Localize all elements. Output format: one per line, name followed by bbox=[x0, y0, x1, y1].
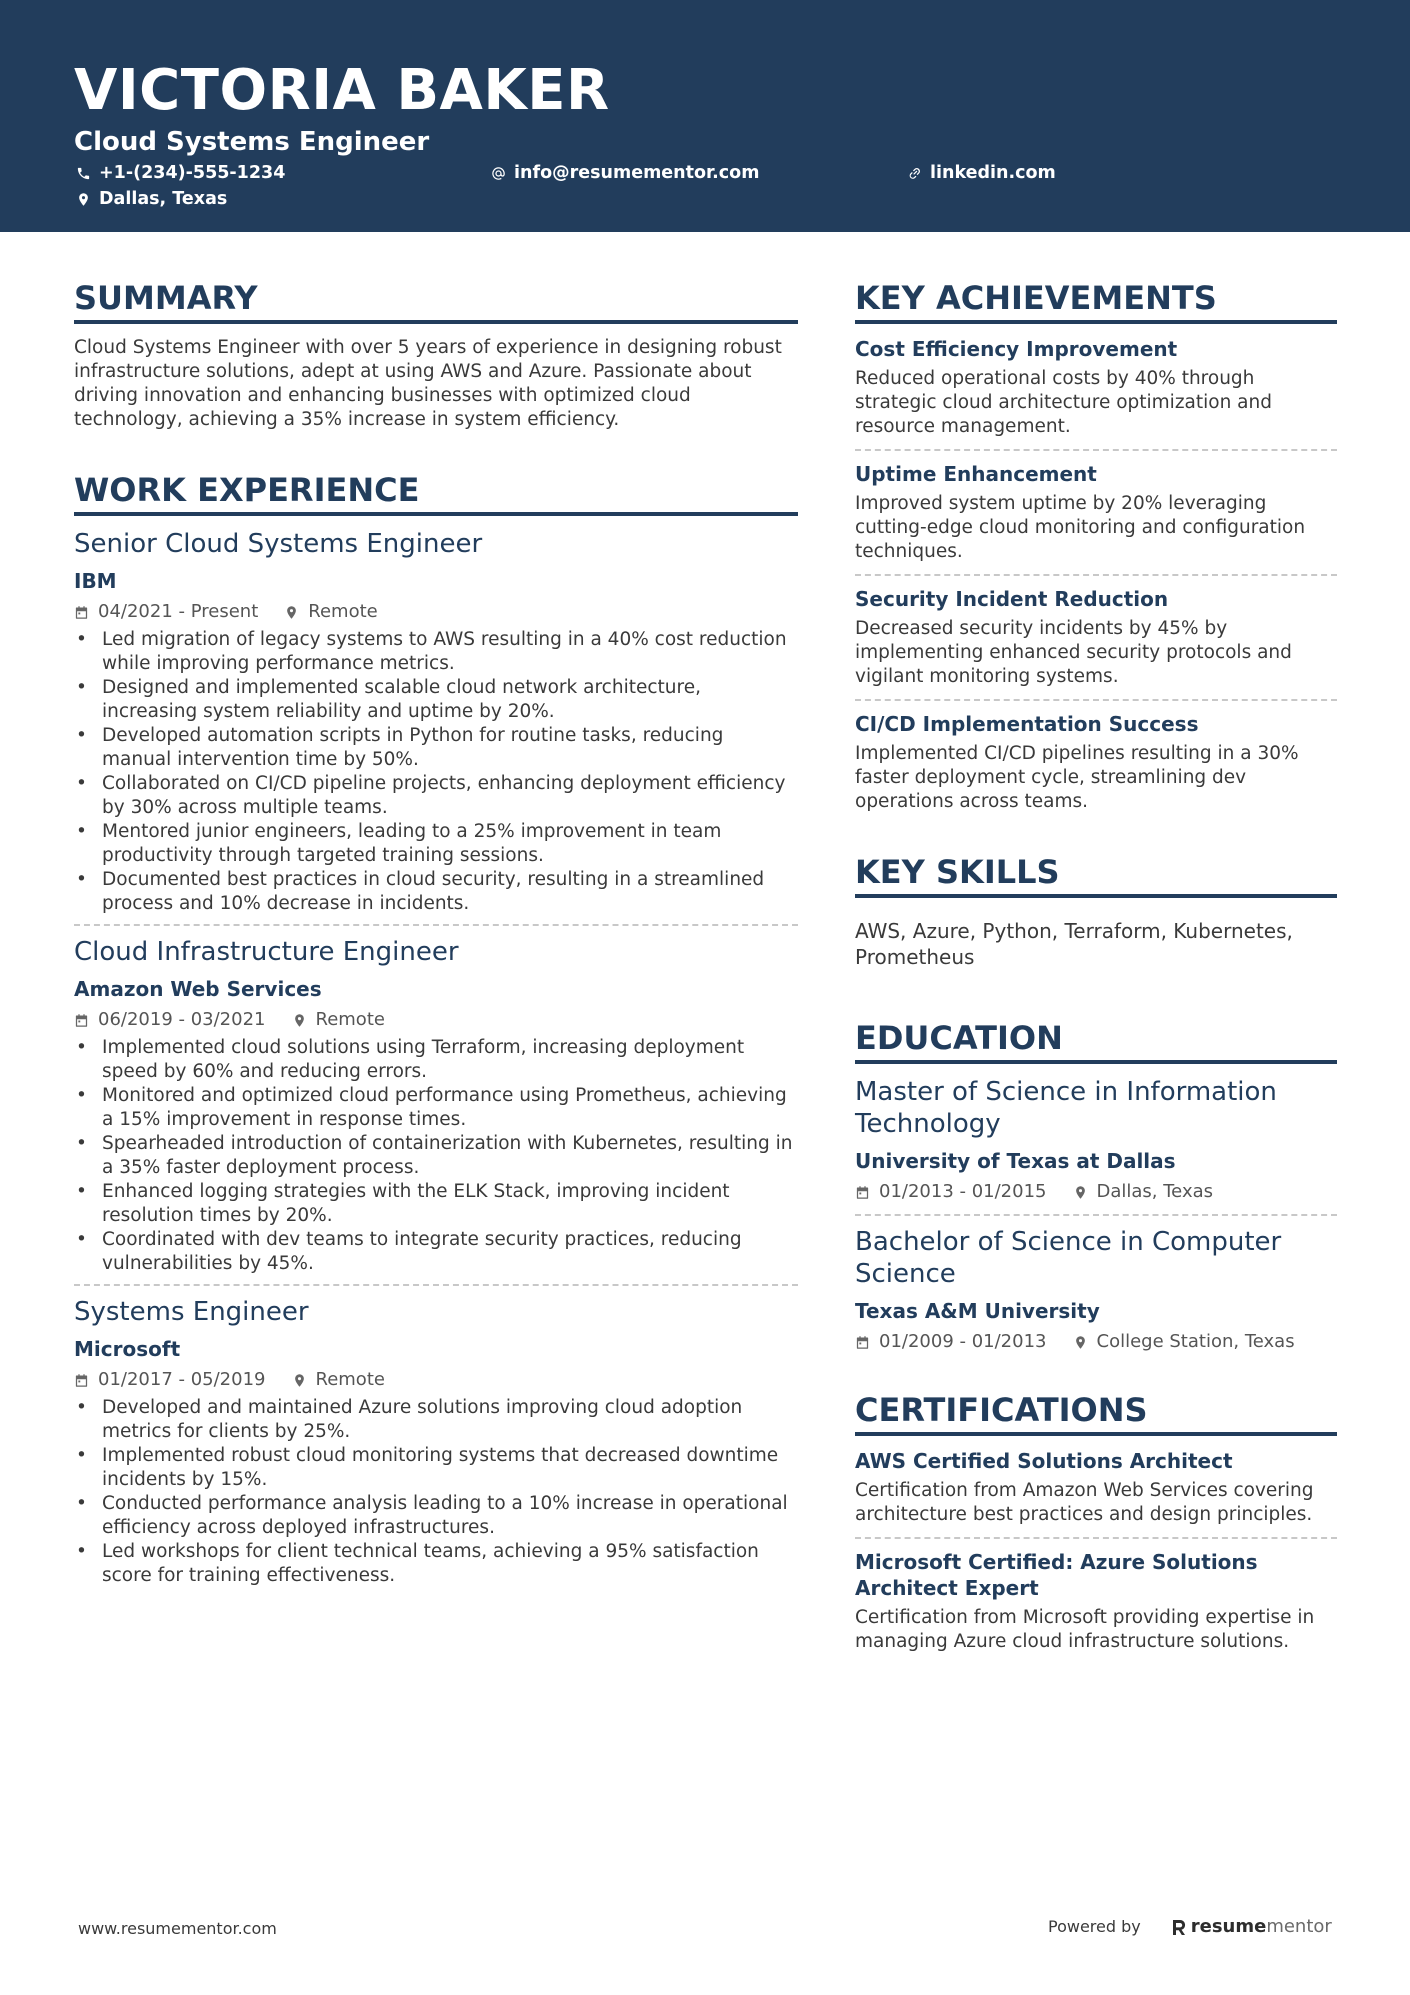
certification-title: AWS Certified Solutions Architect bbox=[855, 1449, 1233, 1473]
achievement-title: Cost Efficiency Improvement bbox=[855, 337, 1178, 361]
school-name: University of Texas at Dallas bbox=[855, 1149, 1176, 1173]
phone-icon bbox=[75, 165, 91, 181]
achievement-title: CI/CD Implementation Success bbox=[855, 712, 1199, 736]
location-pin-icon bbox=[1073, 1185, 1088, 1200]
school-name: Texas A&M University bbox=[855, 1299, 1100, 1323]
education-meta bbox=[855, 1330, 1337, 1354]
list-item: • Coordinated with dev teams to integrate security practices, reducing vulnerabilities by 45%. bbox=[74, 1228, 798, 1276]
certifications-heading: CERTIFICATIONS bbox=[855, 1390, 1337, 1436]
list-item: • Developed automation scripts in Python for routine tasks, reducing manual intervention time by 50%. bbox=[74, 724, 798, 772]
education-dates: 01/2009 - 01/2013 bbox=[879, 1331, 1047, 1352]
calendar-icon bbox=[74, 1013, 89, 1028]
summary-text: Cloud Systems Engineer with over 5 years of experience in designing robust infrastructure solutions, adept at using AWS and Azure. Passionate about driving innovation and enhancing businesses with optimized cloud technology, achieving a 35% increase in system efficiency. bbox=[74, 337, 782, 430]
job-dates: 04/2021 - Present bbox=[98, 601, 259, 622]
list-item: • Conducted performance analysis leading to a 10% increase in operational efficiency across deployed infrastructures. bbox=[74, 1492, 798, 1540]
education-location-item bbox=[1073, 1330, 1295, 1354]
achievement-item bbox=[855, 330, 1337, 449]
footer-website[interactable]: www.resumementor.com bbox=[78, 1919, 277, 1938]
degree-title: Bachelor of Science in Computer Science bbox=[855, 1227, 1282, 1289]
achievements-heading: KEY ACHIEVEMENTS bbox=[855, 278, 1337, 324]
achievement-item bbox=[855, 699, 1337, 824]
email-text: info@resumementor.com bbox=[514, 163, 760, 183]
list-item: • Led workshops for client technical teams, achieving a 95% satisfaction score for training effectiveness. bbox=[74, 1540, 798, 1588]
resume-header bbox=[0, 0, 1410, 232]
certifications-section bbox=[855, 1390, 1337, 1664]
list-item: • Implemented robust cloud monitoring systems that decreased downtime incidents by 15%. bbox=[74, 1444, 798, 1492]
education-item bbox=[855, 1214, 1337, 1364]
job-bullets bbox=[74, 1396, 798, 1588]
education-heading: EDUCATION bbox=[855, 1018, 1337, 1064]
list-item: • Designed and implemented scalable cloud network architecture, increasing system reliability and uptime by 20%. bbox=[74, 676, 798, 724]
degree-title: Master of Science in Information Technology bbox=[855, 1077, 1277, 1139]
job-entry bbox=[74, 924, 798, 1284]
brand-bold: resume bbox=[1190, 1916, 1267, 1937]
list-item: • Mentored junior engineers, leading to a 25% improvement in team productivity through targeted training sessions. bbox=[74, 820, 798, 868]
job-bullets bbox=[74, 1036, 798, 1276]
job-meta bbox=[74, 1368, 798, 1392]
list-item: • Enhanced logging strategies with the ELK Stack, improving incident resolution times by 20%. bbox=[74, 1180, 798, 1228]
job-dates: 06/2019 - 03/2021 bbox=[98, 1009, 266, 1030]
job-company: Amazon Web Services bbox=[74, 977, 322, 1001]
education-meta bbox=[855, 1180, 1337, 1204]
linkedin-text: linkedin.com bbox=[930, 163, 1056, 183]
contact-email[interactable] bbox=[490, 161, 759, 185]
certification-title: Microsoft Certified: Azure Solutions Architect Expert bbox=[855, 1550, 1258, 1600]
education-item bbox=[855, 1076, 1337, 1214]
job-entry bbox=[74, 528, 798, 924]
certification-text: Certification from Microsoft providing expertise in managing Azure cloud infrastructure solutions. bbox=[855, 1607, 1315, 1652]
achievements-section bbox=[855, 278, 1337, 824]
achievement-title: Security Incident Reduction bbox=[855, 587, 1169, 611]
job-location-item bbox=[284, 600, 377, 624]
education-dates-item bbox=[855, 1180, 1047, 1204]
calendar-icon bbox=[74, 1373, 89, 1388]
link-icon bbox=[906, 165, 922, 181]
footer-powered-by bbox=[1048, 1917, 1332, 1937]
calendar-icon bbox=[855, 1185, 870, 1200]
job-dates: 01/2017 - 05/2019 bbox=[98, 1369, 266, 1390]
job-title: Systems Engineer bbox=[74, 1297, 309, 1327]
list-item: • Developed and maintained Azure solutions improving cloud adoption metrics for clients by 25%. bbox=[74, 1396, 798, 1444]
job-meta bbox=[74, 1008, 798, 1032]
list-item: • Spearheaded introduction of containerization with Kubernetes, resulting in a 35% faster deployment process. bbox=[74, 1132, 798, 1180]
skills-heading: KEY SKILLS bbox=[855, 852, 1337, 898]
contact-linkedin[interactable] bbox=[906, 161, 1056, 185]
contact-location bbox=[75, 187, 227, 211]
job-location-item bbox=[292, 1368, 385, 1392]
location-text: Dallas, Texas bbox=[99, 189, 228, 209]
job-title: Senior Cloud Systems Engineer bbox=[74, 529, 483, 559]
achievement-text: Implemented CI/CD pipelines resulting in a 30% faster deployment cycle, streamlining dev operations across teams. bbox=[855, 743, 1299, 812]
job-entry bbox=[74, 1284, 798, 1596]
list-item: • Collaborated on CI/CD pipeline projects, enhancing deployment efficiency by 30% across multiple teams. bbox=[74, 772, 798, 820]
list-item: • Monitored and optimized cloud performance using Prometheus, achieving a 15% improvement in response times. bbox=[74, 1084, 798, 1132]
skills-section bbox=[855, 852, 1337, 970]
job-bullets bbox=[74, 628, 798, 916]
job-company: IBM bbox=[74, 569, 117, 593]
skills-text: AWS, Azure, Python, Terraform, Kubernetes, Prometheus bbox=[855, 919, 1293, 969]
certification-text: Certification from Amazon Web Services covering architecture best practices and design principles. bbox=[855, 1480, 1314, 1525]
education-location: Dallas, Texas bbox=[1096, 1181, 1213, 1202]
brand-light: mentor bbox=[1266, 1916, 1332, 1937]
achievement-text: Decreased security incidents by 45% by implementing enhanced security protocols and vigilant monitoring systems. bbox=[855, 618, 1292, 687]
achievement-title: Uptime Enhancement bbox=[855, 462, 1097, 486]
candidate-name: VICTORIA BAKER bbox=[74, 58, 610, 123]
location-pin-icon bbox=[284, 605, 299, 620]
education-dates: 01/2013 - 01/2015 bbox=[879, 1181, 1047, 1202]
certification-item bbox=[855, 1442, 1337, 1537]
list-item: • Led migration of legacy systems to AWS resulting in a 40% cost reduction while improving performance metrics. bbox=[74, 628, 798, 676]
left-column bbox=[74, 278, 798, 1596]
brand-logo[interactable] bbox=[1171, 1917, 1332, 1937]
achievement-item bbox=[855, 449, 1337, 574]
location-pin-icon bbox=[75, 191, 91, 207]
experience-section bbox=[74, 470, 798, 1596]
location-pin-icon bbox=[1073, 1335, 1088, 1350]
summary-heading: SUMMARY bbox=[74, 278, 798, 324]
achievement-item bbox=[855, 574, 1337, 699]
candidate-role: Cloud Systems Engineer bbox=[74, 127, 430, 157]
job-location: Remote bbox=[315, 1369, 385, 1390]
job-dates-item bbox=[74, 1008, 266, 1032]
job-dates-item bbox=[74, 600, 258, 624]
job-dates-item bbox=[74, 1368, 266, 1392]
achievement-text: Improved system uptime by 20% leveraging cutting-edge cloud monitoring and configuration techniques. bbox=[855, 493, 1306, 562]
phone-text: +1-(234)-555-1234 bbox=[99, 163, 286, 183]
powered-by-label: Powered by bbox=[1048, 1917, 1141, 1936]
summary-section bbox=[74, 278, 798, 432]
job-company: Microsoft bbox=[74, 1337, 181, 1361]
contact-phone[interactable] bbox=[75, 161, 285, 185]
at-icon bbox=[490, 165, 506, 181]
education-dates-item bbox=[855, 1330, 1047, 1354]
education-location: College Station, Texas bbox=[1096, 1331, 1295, 1352]
right-column bbox=[855, 278, 1337, 1664]
job-location: Remote bbox=[308, 601, 378, 622]
calendar-icon bbox=[855, 1335, 870, 1350]
job-location: Remote bbox=[315, 1009, 385, 1030]
achievement-text: Reduced operational costs by 40% through strategic cloud architecture optimization and resource management. bbox=[855, 368, 1272, 437]
location-pin-icon bbox=[292, 1373, 307, 1388]
resumementor-logo-icon bbox=[1171, 1918, 1187, 1936]
education-location-item bbox=[1073, 1180, 1214, 1204]
list-item: • Implemented cloud solutions using Terraform, increasing deployment speed by 60% and reducing errors. bbox=[74, 1036, 798, 1084]
job-title: Cloud Infrastructure Engineer bbox=[74, 937, 459, 967]
calendar-icon bbox=[74, 605, 89, 620]
list-item: • Documented best practices in cloud security, resulting in a streamlined process and 10% decrease in incidents. bbox=[74, 868, 798, 916]
certification-item bbox=[855, 1537, 1337, 1664]
job-meta bbox=[74, 600, 798, 624]
job-location-item bbox=[292, 1008, 385, 1032]
location-pin-icon bbox=[292, 1013, 307, 1028]
education-section bbox=[855, 1018, 1337, 1364]
experience-heading: WORK EXPERIENCE bbox=[74, 470, 798, 516]
